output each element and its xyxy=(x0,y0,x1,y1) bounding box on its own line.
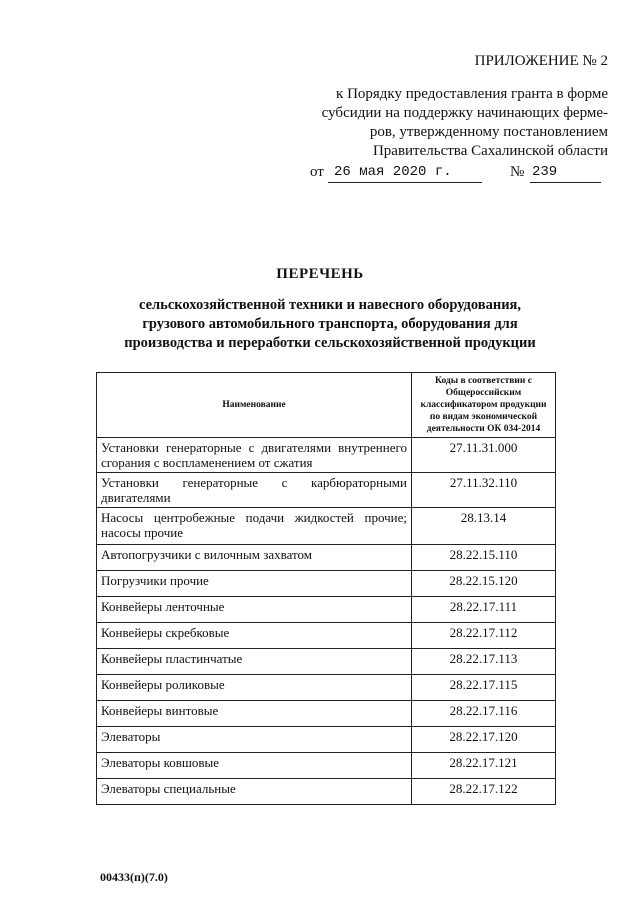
row-code: 28.22.15.120 xyxy=(412,571,556,597)
table-row xyxy=(97,701,556,727)
decree-date: 26 мая 2020 г. xyxy=(328,163,482,183)
document-code: 00433(п)(7.0) xyxy=(100,870,168,884)
equipment-table xyxy=(96,372,556,805)
row-name: Конвейеры скребковые xyxy=(97,623,412,649)
row-name: Элеваторы специальные xyxy=(97,779,412,805)
decree-number: 239 xyxy=(530,163,601,183)
row-name: Автопогрузчики с вилочным захватом xyxy=(97,545,412,571)
row-code: 27.11.32.110 xyxy=(412,473,556,508)
table-row xyxy=(97,597,556,623)
from-label: от xyxy=(310,164,324,180)
subtitle-line: производства и переработки сельскохозяйственной продукции xyxy=(124,335,536,351)
appendix-line: ров, утвержденному постановлением xyxy=(369,124,608,140)
row-name: Погрузчики прочие xyxy=(97,571,412,597)
row-code: 28.13.14 xyxy=(412,508,556,545)
row-name: Элеваторы ковшовые xyxy=(97,753,412,779)
table-row xyxy=(97,623,556,649)
row-name: Конвейеры ленточные xyxy=(97,597,412,623)
appendix-block xyxy=(300,52,620,183)
row-code: 28.22.17.122 xyxy=(412,779,556,805)
document-title: ПЕРЕЧЕНЬ xyxy=(276,266,364,282)
row-name: Конвейеры роликовые xyxy=(97,675,412,701)
appendix-heading: ПРИЛОЖЕНИЕ № 2 xyxy=(474,53,608,69)
appendix-line: субсидии на поддержку начинающих ферме- xyxy=(321,105,608,121)
header-code: Коды в соответствии с Общероссийским классификатором продукции по видам экономической деятельности ОК 034-2014 xyxy=(412,373,556,438)
row-name: Насосы центробежные подачи жидкостей прочие; насосы прочие xyxy=(97,508,412,545)
row-code: 28.22.17.121 xyxy=(412,753,556,779)
table-row xyxy=(97,753,556,779)
table-row xyxy=(97,649,556,675)
row-code: 28.22.17.120 xyxy=(412,727,556,753)
row-name: Установки генераторные с карбюраторными двигателями xyxy=(97,473,412,508)
header-name: Наименование xyxy=(97,373,412,438)
row-name: Установки генераторные с двигателями внутреннего сгорания с воспламенением от сжатия xyxy=(97,438,412,473)
document-subtitle xyxy=(100,296,560,353)
table-row xyxy=(97,473,556,508)
table-row xyxy=(97,545,556,571)
row-code: 28.22.17.115 xyxy=(412,675,556,701)
table-row xyxy=(97,779,556,805)
number-label: № xyxy=(510,164,525,180)
table-row xyxy=(97,727,556,753)
row-code: 28.22.15.110 xyxy=(412,545,556,571)
row-code: 28.22.17.113 xyxy=(412,649,556,675)
row-code: 28.22.17.112 xyxy=(412,623,556,649)
table-row xyxy=(97,438,556,473)
table-row xyxy=(97,508,556,545)
row-name: Конвейеры пластинчатые xyxy=(97,649,412,675)
appendix-line: Правительства Сахалинской области xyxy=(372,143,608,159)
table-row xyxy=(97,571,556,597)
row-code: 27.11.31.000 xyxy=(412,438,556,473)
row-code: 28.22.17.116 xyxy=(412,701,556,727)
table-row xyxy=(97,675,556,701)
row-code: 28.22.17.111 xyxy=(412,597,556,623)
row-name: Элеваторы xyxy=(97,727,412,753)
appendix-date-number xyxy=(300,163,620,183)
subtitle-line: сельскохозяйственной техники и навесного оборудования, xyxy=(138,297,522,313)
subtitle-line: грузового автомобильного транспорта, оборудования для xyxy=(142,316,518,332)
row-name: Конвейеры винтовые xyxy=(97,701,412,727)
appendix-line: к Порядку предоставления гранта в форме xyxy=(336,86,608,102)
